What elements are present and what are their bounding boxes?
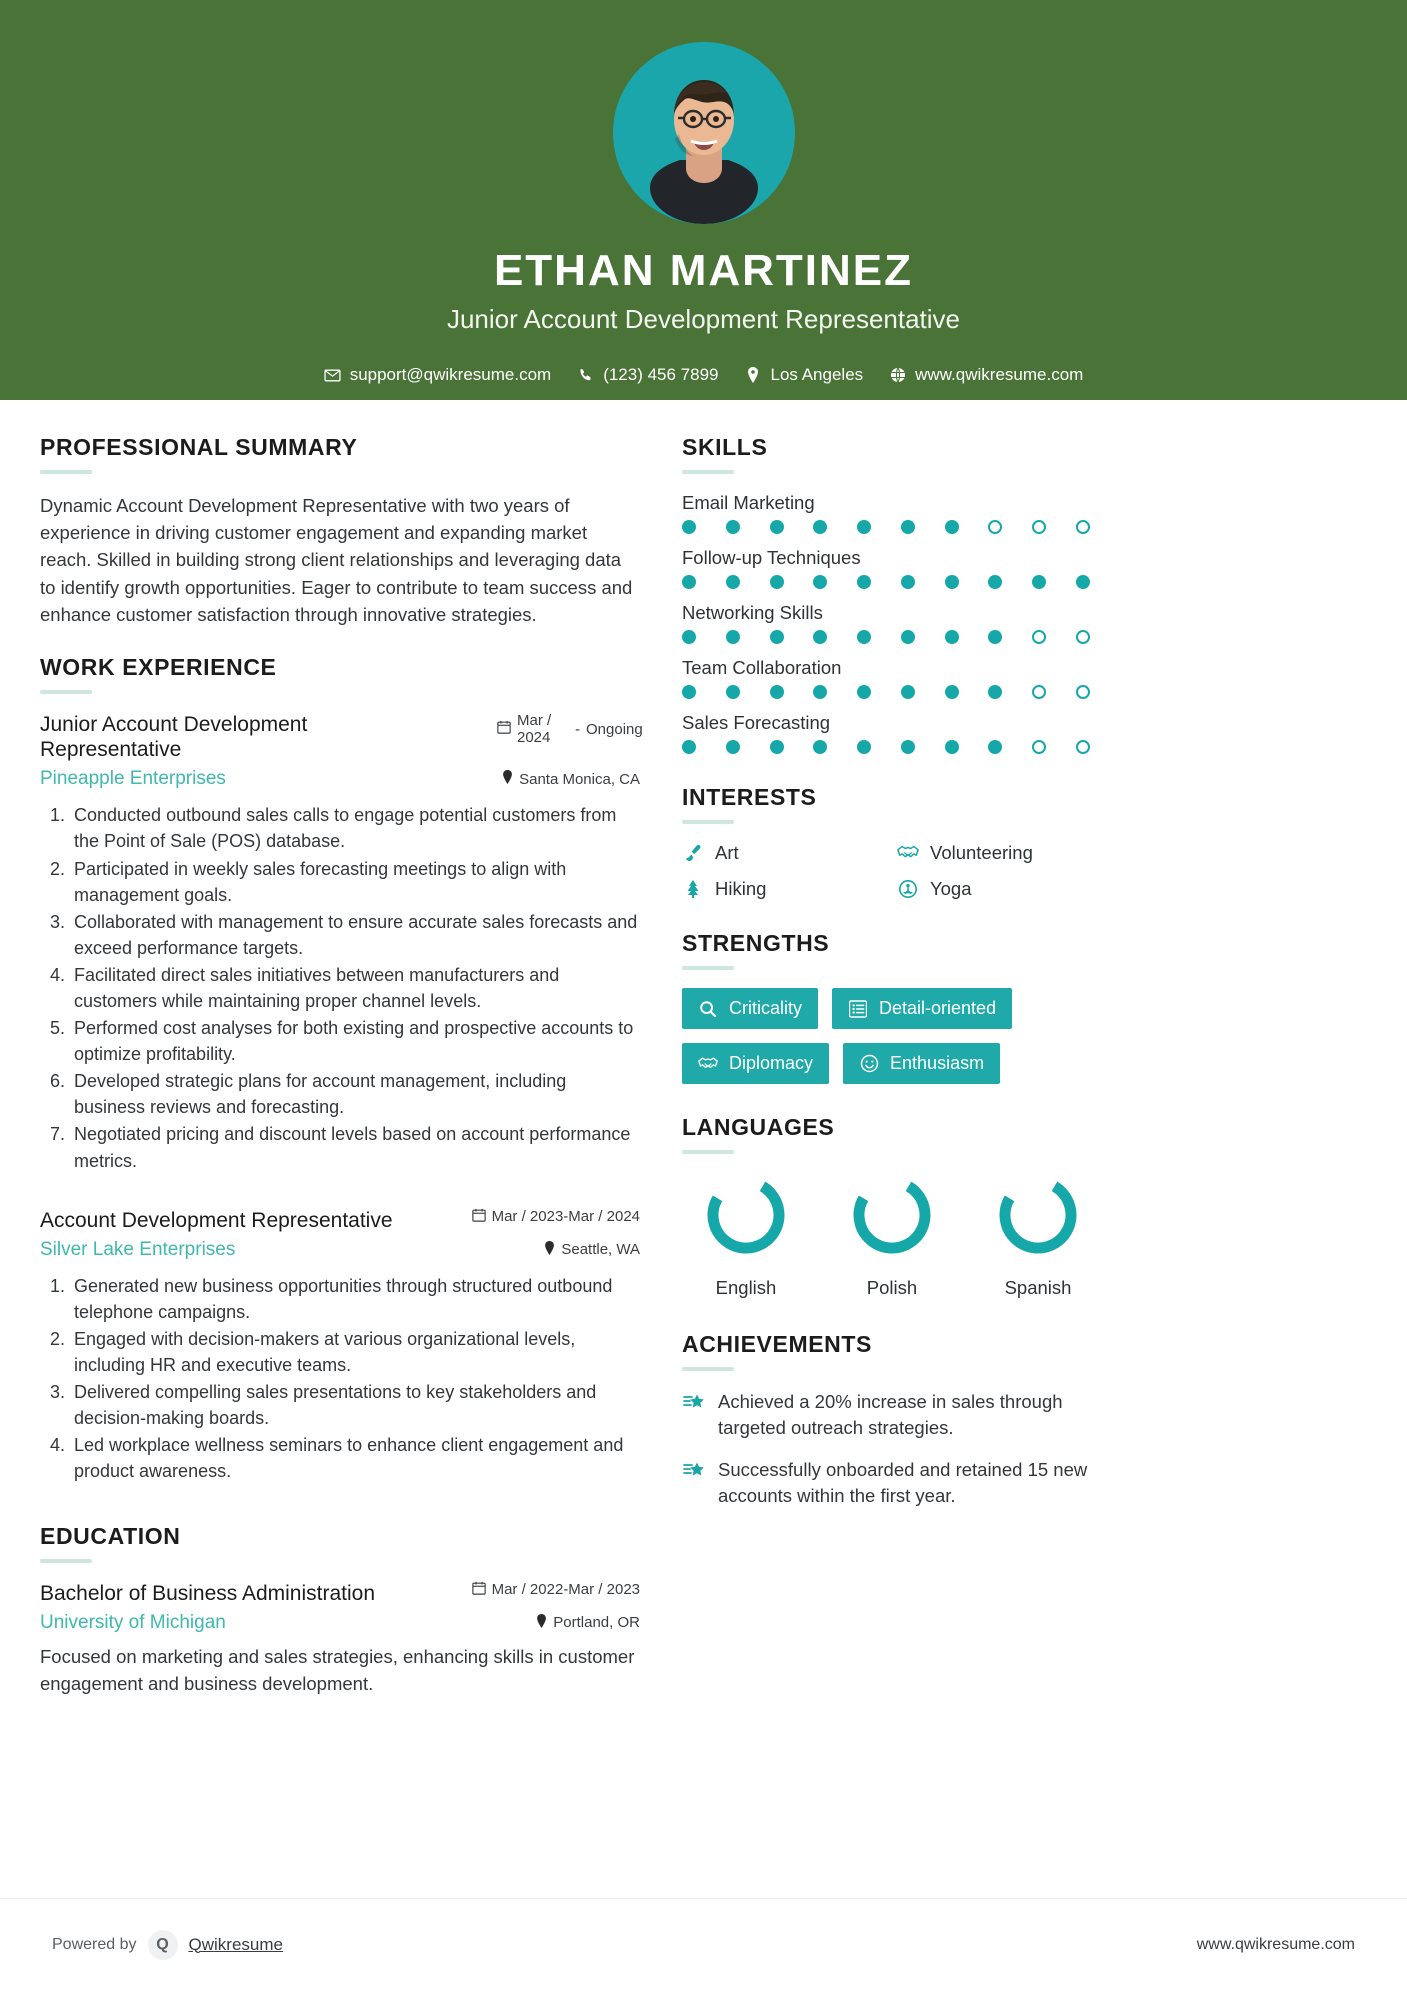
job-date-sep: - <box>575 720 580 738</box>
skill-label: Follow-up Techniques <box>682 547 861 568</box>
page-footer <box>0 1898 1407 1990</box>
skills-list <box>682 492 1102 754</box>
phone-icon <box>577 367 594 384</box>
section-rule <box>682 966 734 970</box>
skills-title: SKILLS <box>682 434 768 460</box>
rating-dot-empty <box>1032 520 1046 534</box>
language-progress-ring <box>995 1172 1081 1258</box>
handshake-icon <box>698 1054 718 1074</box>
job-company: Silver Lake Enterprises <box>40 1238 236 1260</box>
rating-dot-filled <box>945 575 959 589</box>
rating-dot-filled <box>770 685 784 699</box>
job-date-end: Ongoing <box>586 720 643 738</box>
duty-item: 6. Developed strategic plans for account management, including business reviews and forecasting. <box>70 1068 640 1120</box>
yoga-icon <box>897 878 919 900</box>
location-pin-icon <box>745 367 762 384</box>
job-location-text: Seattle, WA <box>561 1241 640 1259</box>
rating-dot-filled <box>857 740 871 754</box>
skill-label: Networking Skills <box>682 602 823 623</box>
rating-dot-empty <box>1032 630 1046 644</box>
skill-label: Sales Forecasting <box>682 712 831 733</box>
rating-dot-filled <box>682 520 696 534</box>
rating-dot-filled <box>988 630 1002 644</box>
rating-dot-filled <box>1076 575 1090 589</box>
job-date-start: Mar / 2024 <box>517 711 552 747</box>
duty-item: 5. Performed cost analyses for both existing and prospective accounts to optimize profitability. <box>70 1015 640 1067</box>
skill-item <box>682 712 1102 754</box>
strength-label: Enthusiasm <box>890 1053 985 1073</box>
achievement-item <box>682 1389 1102 1442</box>
list-icon <box>848 999 868 1019</box>
achievement-item <box>682 1457 1102 1510</box>
pin-icon <box>544 1241 555 1259</box>
rating-dot-filled <box>988 575 1002 589</box>
interest-label: Hiking <box>715 878 767 899</box>
rating-dot-filled <box>682 685 696 699</box>
job-location <box>502 770 640 788</box>
rating-dot-filled <box>901 740 915 754</box>
page-title: ETHAN MARTINEZ <box>493 246 914 295</box>
rating-dot-filled <box>857 520 871 534</box>
interests-grid <box>682 842 1102 900</box>
rating-dot-filled <box>945 740 959 754</box>
language-item <box>974 1172 1102 1299</box>
interest-item <box>897 878 1102 900</box>
contact-website-text: www.qwikresume.com <box>915 365 1084 384</box>
rating-dot-filled <box>945 520 959 534</box>
rating-dot-filled <box>813 630 827 644</box>
rating-dot-filled <box>901 575 915 589</box>
contact-row <box>0 365 1407 385</box>
skill-rating <box>682 630 1090 644</box>
duty-item: 4. Facilitated direct sales initiatives between manufacturers and customers while maintaining proper channel levels. <box>70 962 640 1014</box>
rating-dot-filled <box>770 575 784 589</box>
duty-item: 1. Generated new business opportunities through structured outbound telephone campaigns. <box>70 1273 640 1325</box>
rating-dot-filled <box>1032 575 1046 589</box>
skill-label: Team Collaboration <box>682 657 842 678</box>
interests-title: INTERESTS <box>682 784 817 810</box>
languages-list <box>682 1172 1102 1299</box>
interest-item <box>682 842 887 864</box>
education-title: EDUCATION <box>40 1522 181 1549</box>
rating-dot-filled <box>726 685 740 699</box>
contact-phone[interactable] <box>577 365 718 385</box>
duty-item: 2. Engaged with decision-makers at various organizational levels, including HR and executive teams. <box>70 1326 640 1378</box>
work-title: WORK EXPERIENCE <box>40 653 277 680</box>
job-entry <box>40 1208 640 1485</box>
section-languages <box>682 1114 1102 1299</box>
pin-icon <box>502 770 513 788</box>
rating-dot-empty <box>1032 685 1046 699</box>
strengths-list <box>682 988 1102 1084</box>
achievements-title: ACHIEVEMENTS <box>682 1331 872 1357</box>
job-location-text: Santa Monica, CA <box>519 770 640 788</box>
duty-item: 1. Conducted outbound sales calls to engage potential customers from the Point of Sale (POS) database. <box>70 802 640 854</box>
job-dates <box>472 1208 640 1226</box>
language-progress-ring <box>703 1172 789 1258</box>
paintbrush-icon <box>682 842 704 864</box>
section-rule <box>40 1559 92 1563</box>
rating-dot-filled <box>682 740 696 754</box>
skill-rating <box>682 575 1090 589</box>
rating-dot-filled <box>813 575 827 589</box>
smiley-icon <box>859 1054 879 1074</box>
language-item <box>828 1172 956 1299</box>
rating-dot-filled <box>857 630 871 644</box>
contact-email-text: support@qwikresume.com <box>349 365 552 384</box>
rating-dot-filled <box>770 630 784 644</box>
rating-dot-empty <box>1076 520 1090 534</box>
rating-dot-filled <box>726 740 740 754</box>
achievement-text: Successfully onboarded and retained 15 new accounts within the first year. <box>718 1458 1088 1506</box>
avatar <box>613 42 795 224</box>
logo-letter: Q <box>156 1935 169 1953</box>
job-role: Junior Account Development Representative <box>40 712 308 762</box>
rating-dot-filled <box>682 575 696 589</box>
search-icon <box>698 999 718 1019</box>
job-dates-text: Mar / 2023-Mar / 2024 <box>491 1208 640 1226</box>
interest-label: Volunteering <box>930 842 1033 863</box>
skill-rating <box>682 685 1090 699</box>
rating-dot-filled <box>770 740 784 754</box>
powered-by-label: Powered by <box>52 1935 137 1953</box>
left-column <box>40 434 643 1723</box>
handshake-icon <box>897 842 919 864</box>
section-education <box>40 1523 640 1698</box>
section-skills <box>682 434 1102 754</box>
section-work-experience <box>40 653 643 1485</box>
strength-label: Diplomacy <box>729 1053 814 1073</box>
rating-dot-filled <box>726 575 740 589</box>
summary-title: PROFESSIONAL SUMMARY <box>40 434 358 460</box>
contact-email[interactable] <box>324 365 552 385</box>
rating-dot-empty <box>988 520 1002 534</box>
strength-badge <box>682 1043 829 1084</box>
job-location <box>544 1241 640 1259</box>
job-company: Pineapple Enterprises <box>40 768 226 790</box>
language-progress-ring <box>849 1172 935 1258</box>
tree-icon <box>682 878 704 900</box>
section-rule <box>682 820 734 824</box>
rating-dot-filled <box>770 520 784 534</box>
language-label: English <box>715 1277 777 1298</box>
rating-dot-filled <box>813 685 827 699</box>
rating-dot-filled <box>901 520 915 534</box>
skill-item <box>682 657 1102 699</box>
footer-url[interactable]: www.qwikresume.com <box>1196 1935 1355 1953</box>
rating-dot-filled <box>813 520 827 534</box>
avatar-photo <box>613 42 795 224</box>
job-dates <box>497 711 643 747</box>
right-column <box>682 434 1102 1535</box>
header-job-title: Junior Account Development Representative <box>446 304 961 334</box>
section-rule <box>40 690 92 694</box>
education-location <box>536 1614 640 1632</box>
section-professional-summary <box>40 434 640 628</box>
section-rule <box>682 1367 734 1371</box>
education-location-text: Portland, OR <box>553 1614 640 1632</box>
contact-phone-text: (123) 456 7899 <box>603 365 719 384</box>
rating-dot-empty <box>1076 685 1090 699</box>
rating-dot-filled <box>857 575 871 589</box>
strength-badge <box>682 988 818 1029</box>
skill-rating <box>682 740 1090 754</box>
language-label: Spanish <box>1004 1277 1072 1298</box>
resume-header <box>0 0 1407 400</box>
education-dates-text: Mar / 2022-Mar / 2023 <box>491 1581 640 1599</box>
languages-title: LANGUAGES <box>682 1114 835 1140</box>
resume-body <box>0 400 1407 1723</box>
education-description: Focused on marketing and sales strategies, enhancing skills in customer engagement and business development. <box>40 1645 635 1694</box>
interest-label: Art <box>715 842 739 863</box>
education-school: University of Michigan <box>40 1611 226 1633</box>
strengths-title: STRENGTHS <box>682 930 830 956</box>
rating-dot-empty <box>1032 740 1046 754</box>
email-icon <box>324 367 341 384</box>
rating-dot-empty <box>1076 630 1090 644</box>
section-interests <box>682 784 1102 900</box>
section-strengths <box>682 930 1102 1084</box>
duty-item: 3. Delivered compelling sales presentations to key stakeholders and decision-making boards. <box>70 1379 640 1431</box>
strength-label: Criticality <box>729 998 803 1018</box>
rating-dot-filled <box>726 630 740 644</box>
calendar-icon <box>497 720 511 738</box>
contact-location <box>745 365 864 385</box>
language-item <box>682 1172 810 1299</box>
calendar-icon <box>472 1581 486 1599</box>
rating-dot-filled <box>682 630 696 644</box>
strength-badge <box>843 1043 1000 1084</box>
contact-location-text: Los Angeles <box>770 365 864 384</box>
skill-item <box>682 602 1102 644</box>
rating-dot-filled <box>988 685 1002 699</box>
skill-label: Email Marketing <box>682 492 815 513</box>
interest-item <box>682 878 887 900</box>
education-dates <box>472 1581 640 1599</box>
job-duties-list <box>40 1273 640 1485</box>
brand-link[interactable]: Qwikresume <box>188 1934 283 1954</box>
rating-dot-empty <box>1076 740 1090 754</box>
globe-icon <box>889 367 906 384</box>
language-label: Polish <box>866 1277 918 1298</box>
strength-label: Detail-oriented <box>879 998 997 1018</box>
job-duties-list <box>40 802 640 1173</box>
section-rule <box>682 470 734 474</box>
education-entry <box>40 1581 640 1698</box>
rating-dot-filled <box>901 630 915 644</box>
interest-label: Yoga <box>930 878 972 899</box>
duty-item: 4. Led workplace wellness seminars to enhance client engagement and product awareness. <box>70 1432 640 1484</box>
skill-item <box>682 547 1102 589</box>
summary-text: Dynamic Account Development Representative with two years of experience in driving customer engagement and expanding market reach. Skilled in building strong client relationships and leveraging data to identify growth opportunities. Eager to contribute to team success and enhance customer satisfaction through innovative strategies. <box>40 495 633 625</box>
duty-item: 3. Collaborated with management to ensure accurate sales forecasts and exceed performance targets. <box>70 909 640 961</box>
strength-badge <box>832 988 1012 1029</box>
powered-by-block <box>52 1930 283 1960</box>
skill-rating <box>682 520 1090 534</box>
interest-item <box>897 842 1102 864</box>
rating-dot-filled <box>726 520 740 534</box>
duty-item: 7. Negotiated pricing and discount levels based on account performance metrics. <box>70 1121 640 1173</box>
section-achievements <box>682 1331 1102 1509</box>
qwikresume-logo-icon <box>148 1930 178 1960</box>
section-rule <box>40 470 92 474</box>
rating-dot-filled <box>813 740 827 754</box>
calendar-icon <box>472 1208 486 1226</box>
rating-dot-filled <box>945 630 959 644</box>
pin-icon <box>536 1614 547 1632</box>
job-role: Account Development Representative <box>40 1208 393 1232</box>
star-badge-icon <box>682 1392 706 1416</box>
job-entry <box>40 711 643 1174</box>
duty-item: 2. Participated in weekly sales forecasting meetings to align with management goals. <box>70 856 640 908</box>
rating-dot-filled <box>901 685 915 699</box>
skill-item <box>682 492 1102 534</box>
star-badge-icon <box>682 1460 706 1484</box>
education-degree: Bachelor of Business Administration <box>40 1581 376 1605</box>
achievement-text: Achieved a 20% increase in sales through targeted outreach strategies. <box>718 1391 1063 1439</box>
rating-dot-filled <box>988 740 1002 754</box>
section-rule <box>682 1150 734 1154</box>
rating-dot-filled <box>945 685 959 699</box>
rating-dot-filled <box>857 685 871 699</box>
contact-website[interactable] <box>889 365 1083 385</box>
